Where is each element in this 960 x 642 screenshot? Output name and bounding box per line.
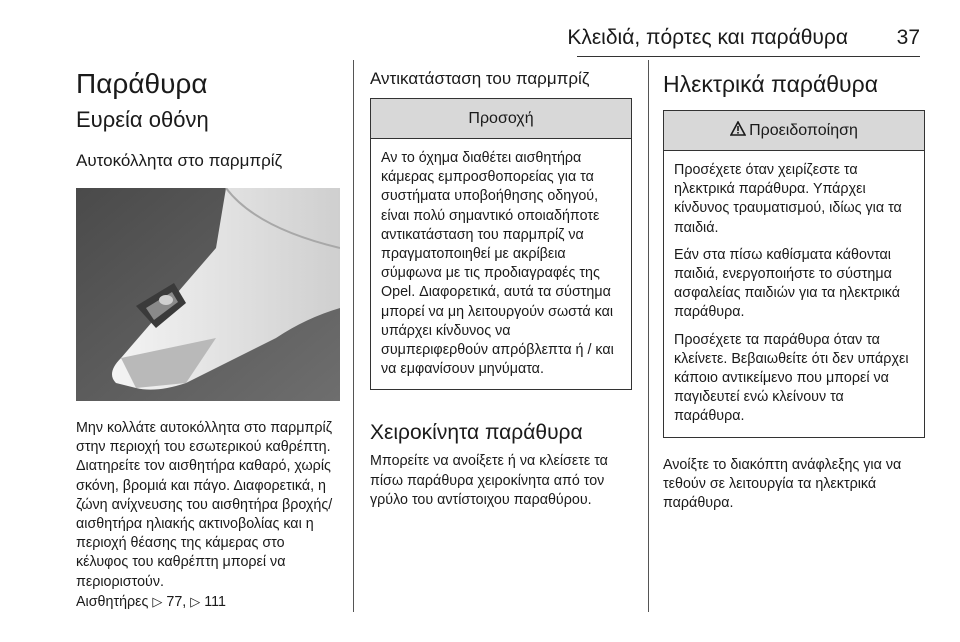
header-rule xyxy=(577,56,920,57)
column-divider xyxy=(648,60,649,612)
sensor-references xyxy=(76,592,340,612)
warning-box xyxy=(663,110,925,438)
column-middle xyxy=(370,60,632,510)
heading-stickers: Αυτοκόλλητα στο παρμπρίζ xyxy=(76,151,283,170)
warning-header xyxy=(664,111,924,151)
manual-windows-text: Μπορείτε να ανοίξετε ή να κλείσετε τα πίσω παράθυρα χειροκίνητα από τον γρύλο του αντίστοιχου παραθύρου. xyxy=(370,453,608,508)
column-right xyxy=(663,60,925,513)
warning-triangle-icon xyxy=(730,121,746,141)
caution-box xyxy=(370,98,632,390)
caution-text: Αν το όχημα διαθέτει αισθητήρα κάμερας εμπροσθοπορείας για τα συστήματα υποβοήθησης οδηγού, είναι πολύ σημαντικό οποιαδήποτε αντικατάσταση του παρμπρίζ να πραγματοποιηθεί με ακρίβεια σύμφωνα με τις προδιαγραφές της Opel. Διαφορετικά, αυτά τα σύστημα μπορεί να μη λειτουργούν σωστά και υπάρχει κίνδυνος να συμπεριφερθούν απρόβλεπτα ή / και να εμφανίσουν μηνύματα. xyxy=(381,150,614,378)
windscreen-mirror-photo xyxy=(76,188,340,401)
page-header xyxy=(0,0,960,60)
ref-page-111[interactable]: 111 xyxy=(204,593,226,610)
warning-paragraph-1: Προσέχετε όταν χειρίζεστε τα ηλεκτρικά παράθυρα. Υπάρχει κίνδυνος τραυματισμού, ιδίως για τα παιδιά. xyxy=(674,162,902,236)
warning-paragraph-2: Εάν στα πίσω καθίσματα κάθονται παιδιά, ενεργοποιήστε το σύστημα ασφαλείας παιδιών για τα ηλεκτρικά παράθυρα. xyxy=(674,246,901,321)
warning-body xyxy=(664,151,924,437)
ignition-paragraph: Ανοίξτε το διακόπτη ανάφλεξης για να τεθούν σε λειτουργία τα ηλεκτρικά παράθυρα. xyxy=(663,456,902,512)
column-divider xyxy=(353,60,354,612)
stickers-paragraph: Μην κολλάτε αυτοκόλλητα στο παρμπρίζ στην περιοχή του εσωτερικού καθρέπτη. Διατηρείτε τον αισθητήρα καθαρό, χωρίς σκόνη, βρομιά και πάγο. Διαφορετικά, η ζώνη ανίχνευσης του αισθητήρα βροχής/ αισθητήρα ηλιακής ακτινοβολίας και η περιοχή θέασης της κάμερας στο κέλυφος του καθρέπτη μπορεί να περιοριστούν. xyxy=(76,420,333,590)
running-title: Κλειδιά, πόρτες και παράθυρα xyxy=(567,26,848,49)
caution-title: Προσοχή xyxy=(371,99,631,139)
column-left xyxy=(76,60,340,612)
refs-label: Αισθητήρες xyxy=(76,593,149,610)
heading-windows: Παράθυρα xyxy=(76,68,208,99)
page-reference-icon[interactable]: ▷ xyxy=(190,593,201,609)
heading-windscreen-replacement: Αντικατάσταση του παρμπρίζ xyxy=(370,69,590,88)
page-reference-icon[interactable]: ▷ xyxy=(152,593,163,609)
ref-page-77[interactable]: 77, xyxy=(166,593,187,610)
page-number: 37 xyxy=(896,26,920,49)
heading-power-windows: Ηλεκτρικά παράθυρα xyxy=(663,71,879,97)
warning-title: Προειδοποίηση xyxy=(749,121,858,139)
mirror-photo-illustration xyxy=(76,188,340,401)
warning-paragraph-3: Προσέχετε τα παράθυρα όταν τα κλείνετε. Βεβαιωθείτε ότι δεν υπάρχει κάποιο αντικείμενο που μπορεί να παγιδευτεί ενώ κλείνουν τα παράθυρα. xyxy=(674,331,909,425)
heading-windscreen: Ευρεία οθόνη xyxy=(76,107,209,132)
heading-manual-windows: Χειροκίνητα παράθυρα xyxy=(370,421,583,445)
